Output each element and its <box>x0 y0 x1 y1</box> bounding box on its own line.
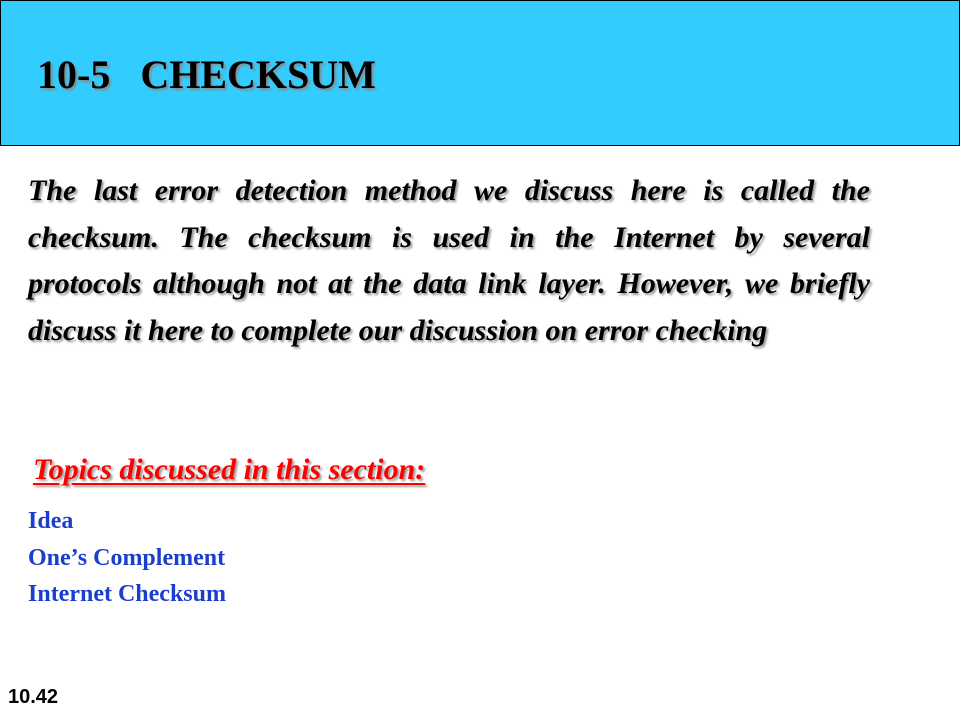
topics-list <box>28 503 226 613</box>
topic-item-idea: Idea <box>28 508 74 534</box>
slide-title: 10-5 CHECKSUM <box>37 52 376 97</box>
title-bar <box>0 0 960 146</box>
topic-item-internet-checksum: Internet Checksum <box>28 581 226 607</box>
page-number: 10.42 <box>8 686 59 708</box>
topics-heading: Topics discussed in this section: <box>33 453 426 486</box>
intro-paragraph: The last error detection method we discuss here is called the checksum. The checksum is used in the Internet by several protocols although not at the data link layer. However, we briefly discuss it here to complete our discussion on error checking <box>28 174 870 347</box>
topic-item-ones-complement: One’s Complement <box>28 544 226 571</box>
